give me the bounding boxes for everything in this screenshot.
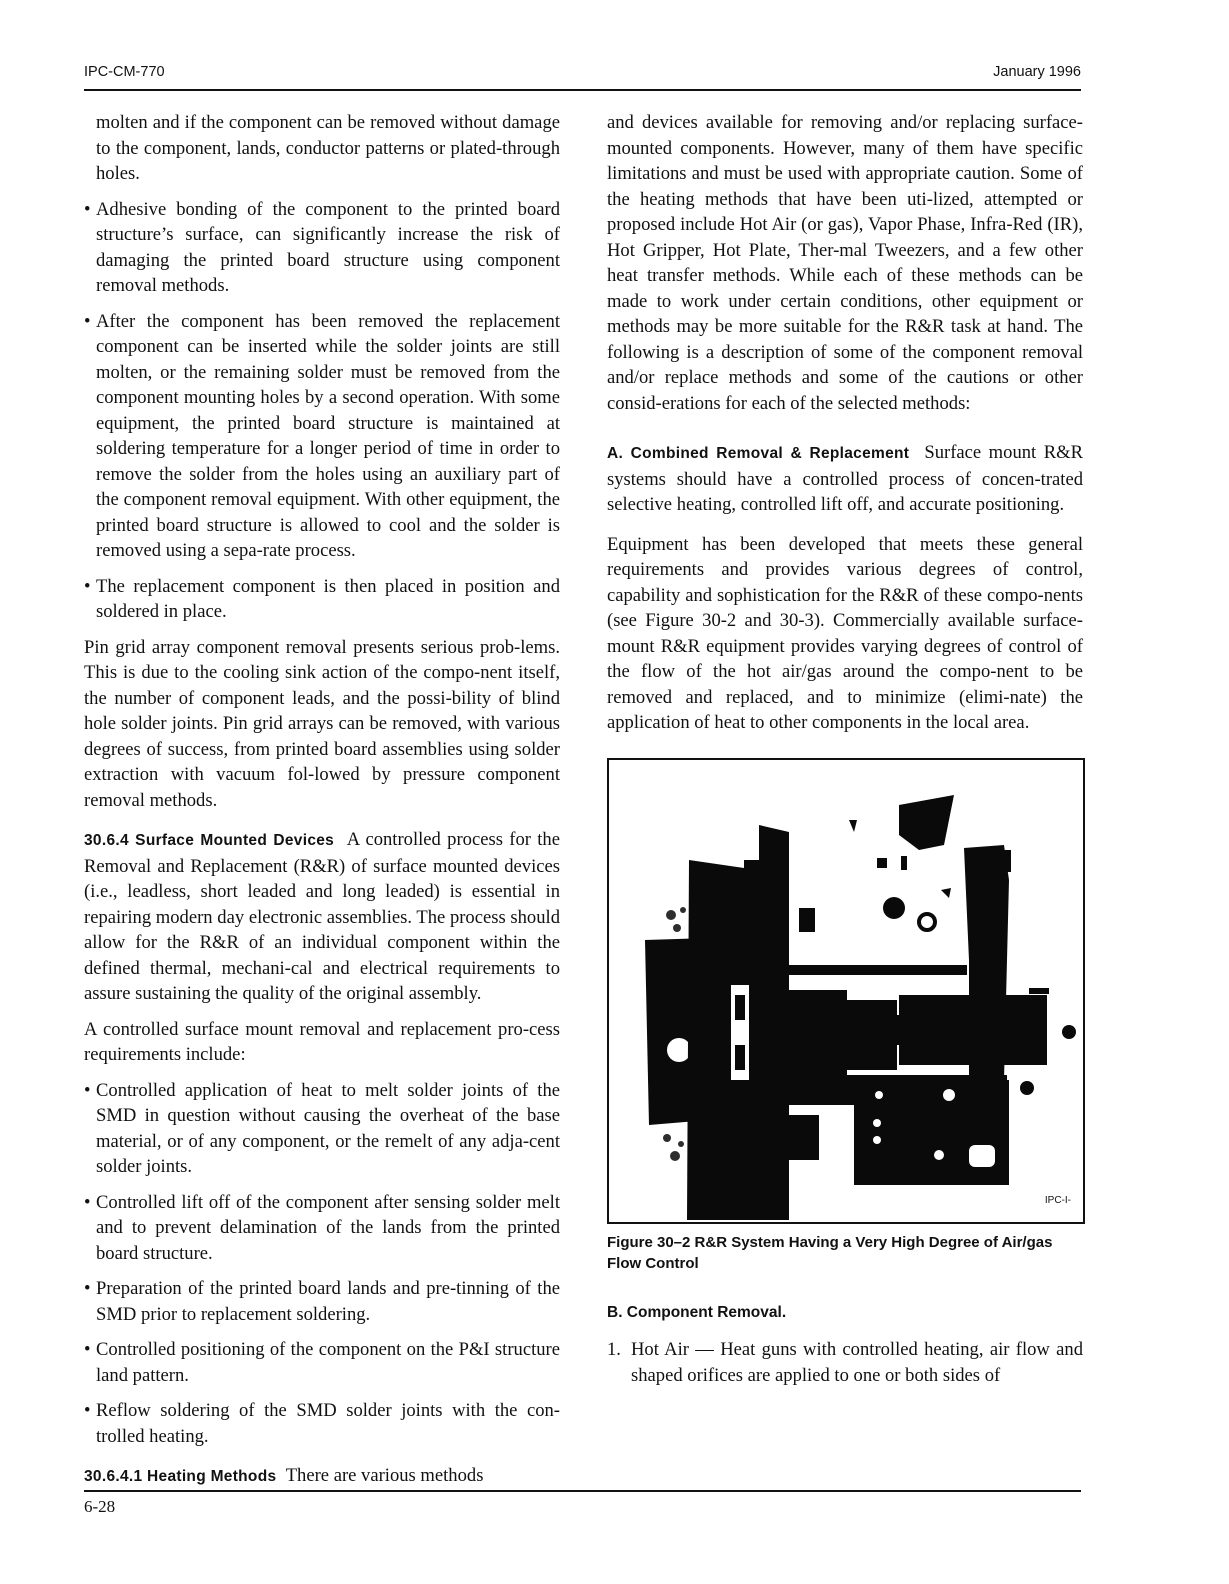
section-heading: A. Combined Removal & Replacement: [607, 445, 910, 462]
list-item: • Preparation of the printed board lands and pre-tinning of the SMD prior to replacement soldering.: [84, 1278, 560, 1325]
bullet-icon: •: [84, 1079, 91, 1101]
section-30-6-4-1: [84, 1463, 560, 1490]
bullet-icon: •: [84, 310, 91, 332]
list-item: • Adhesive bonding of the component to the printed board structure’s surface, can significantly increase the risk of damaging the printed board structure using component removal methods.: [84, 198, 560, 296]
page-number: 6-28: [84, 1497, 116, 1516]
figure-id-label: IPC-I-: [1044, 1195, 1071, 1206]
bullet-icon: •: [84, 1278, 91, 1299]
section-a: [607, 440, 1083, 518]
item-number: 1.: [607, 1339, 621, 1360]
list-item: • The replacement component is then placed in position and soldered in place.: [84, 575, 560, 622]
item-text: Hot Air — Heat guns with controlled heating, air flow and shaped orifices are applied to one or both sides of: [631, 1339, 1083, 1386]
continuation-paragraph: molten and if the component can be removed without damage to the component, lands, conductor patterns or plated-through holes.: [96, 112, 560, 184]
bullet-icon: •: [84, 1339, 91, 1360]
document-date: January 1996: [993, 64, 1081, 80]
section-heading: 30.6.4 Surface Mounted Devices: [84, 832, 335, 849]
bullet-icon: •: [84, 198, 91, 220]
pga-paragraph: Pin grid array component removal presents serious prob-lems. This is due to the cooling sink action of the compo-nent itself, the number of component leads, and the possi-bility of blind hole solder joints. Pin grid arrays can be removed, with various degrees of success, from printed board assemblies using solder extraction with vacuum fol-lowed by pressure component removal methods.: [84, 636, 560, 811]
equipment-paragraph: Equipment has been developed that meets these general requirements and provides various degrees of control, capability and sophistication for the R&R of these compo-nents (see Figure 30-2 and 30-3). Commercially available surface-mount R&R equipment provides varying degrees of control of the flow of the hot air/gas around the compo-nent to be removed and replaced, and to minimize (elimi-nate) the application of heat to other components in the local area.: [607, 533, 1083, 733]
numbered-list: [607, 1337, 1083, 1388]
list-item: • Controlled lift off of the component after sensing solder melt and to prevent delamination of the lands from the printed board structure.: [84, 1191, 560, 1264]
section-text: A controlled process for the Removal and Replacement (R&R) of surface mounted devices (i.e., leadless, short leaded and long leaded) is essential in repairing modern day electronic assemblies. The process should allow for the R&R of an individual component within the defined thermal, mechani-cal and electrical requirements to assure sustaining the quality of the original assembly.: [84, 829, 560, 1004]
section-text: Surface mount R&R systems should have a controlled process of concen-trated selective heating, controlled lift off, and accurate positioning.: [607, 442, 1084, 515]
page-header: [84, 64, 1081, 90]
section-text: There are various methods: [285, 1465, 484, 1486]
right-column: [607, 110, 1083, 1388]
footer-divider: [84, 1490, 1081, 1492]
bullet-icon: •: [84, 1400, 91, 1421]
figure-caption: Figure 30–2 R&R System Having a Very High Degree of Air/gas Flow Control: [607, 1233, 1053, 1272]
bullet-icon: •: [84, 1191, 91, 1213]
list-item: • Reflow soldering of the SMD solder joints with the con-trolled heating.: [84, 1400, 560, 1447]
section-30-6-4: [84, 827, 560, 1007]
equipment-photo: [609, 760, 1083, 1222]
bullet-list-2: [84, 1078, 560, 1450]
figure-30-2: [607, 758, 1085, 1224]
list-item: • After the component has been removed the replacement component can be inserted while the solder joints are still molten, or the remaining solder must be removed from the component mounting holes by a second operation. With some equipment, the printed board structure is maintained at soldering temperature for a longer period of time in order to remove the solder from the holes using an auxiliary part of the component removal equipment. With other equipment, the printed board structure is allowed to cool and the solder is removed using a sepa-rate process.: [84, 310, 560, 561]
bullet-icon: •: [84, 575, 91, 597]
list-item: • Controlled application of heat to melt solder joints of the SMD in question without causing the overheat of the base material, or of any component, or the remelt of any adja-cent solder joints.: [84, 1079, 560, 1177]
document-id: IPC-CM-770: [84, 64, 165, 80]
list-item: • Controlled positioning of the component on the P&I structure land pattern.: [84, 1339, 560, 1386]
section-heading: 30.6.4.1 Heating Methods: [84, 1468, 277, 1485]
requirements-intro: A controlled surface mount removal and replacement pro-cess requirements include:: [84, 1018, 560, 1065]
section-b-heading: B. Component Removal.: [607, 1303, 787, 1321]
continuation-paragraph: and devices available for removing and/or replacing surface-mounted components. However, many of them have specific limitations and must be used with appropriate caution. Some of the heating methods that have been uti-lized, attempted or proposed include Hot Air (or gas), Vapor Phase, Infra-Red (IR), Hot Gripper, Hot Plate, Ther-mal Tweezers, and a few other heat transfer methods. While each of these methods can be made to work under certain conditions, other equipment or methods may be more suitable for the R&R task at hand. The following is a description of some of the component removal and/or replace methods and some of the cautions or other consid-erations for each of the selected methods:: [607, 112, 1083, 414]
header-divider: [84, 89, 1081, 91]
list-item: [607, 1337, 1083, 1388]
left-column: [84, 110, 560, 1500]
bullet-list-1: [84, 197, 560, 625]
